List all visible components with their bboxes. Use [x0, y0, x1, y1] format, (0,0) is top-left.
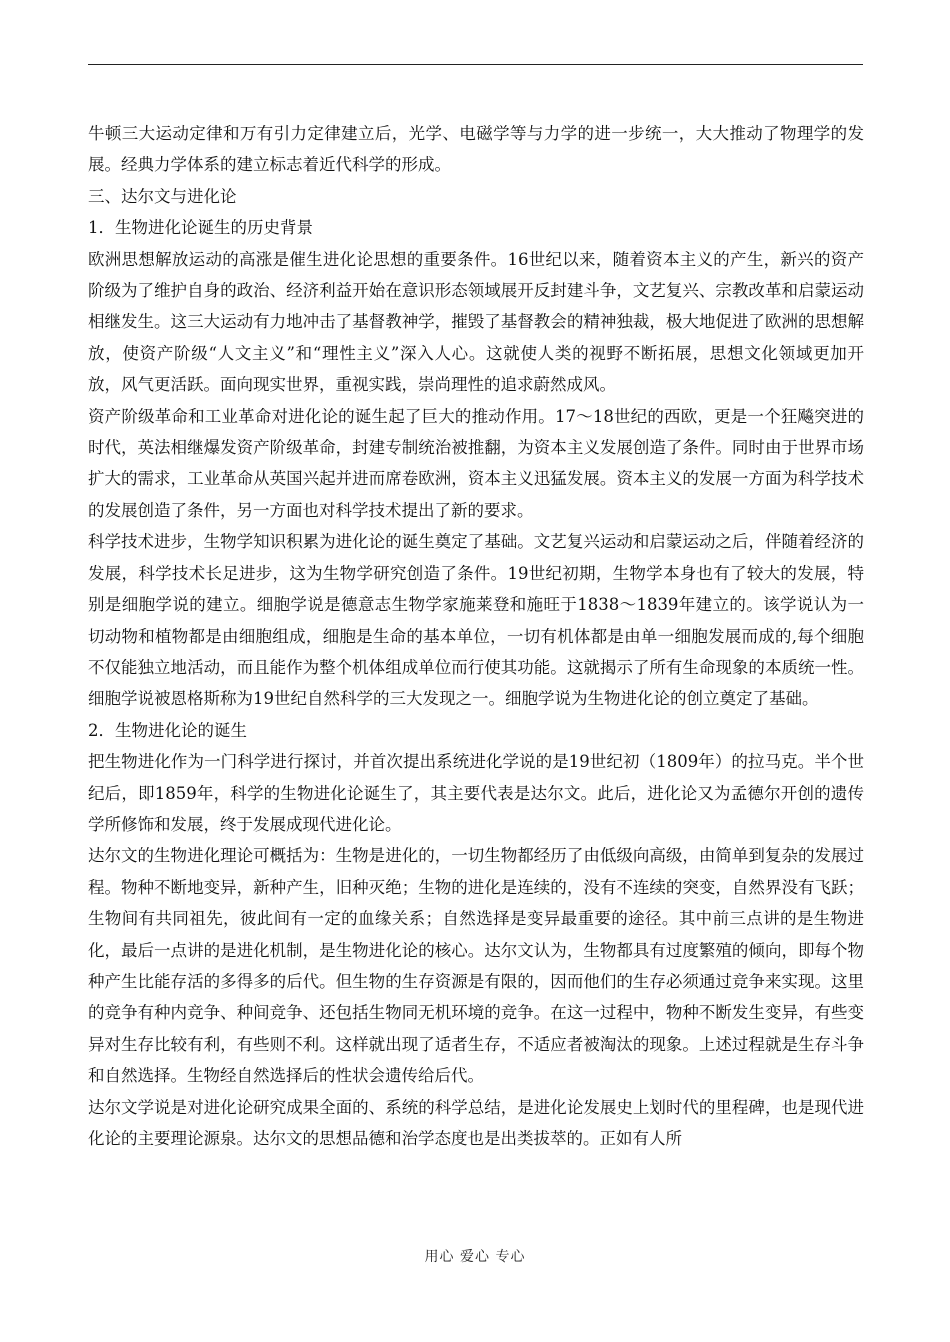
paragraph-lamarck: 把生物进化作为一门科学进行探讨，并首次提出系统进化学说的是19世纪初（1809年）的拉马克。半个世纪后，即1859年，科学的生物进化论诞生了，其主要代表是达尔文。此后，进化论又为孟德尔开创的遗传学所修饰和发展，终于发展成现代进化论。: [88, 752, 864, 834]
paragraph-science-progress: 科学技术进步，生物学知识积累为进化论的诞生奠定了基础。文艺复兴运动和启蒙运动之后，伴随着经济的发展，科学技术长足进步，这为生物学研究创造了条件。19世纪初期，生物学本身也有了较大的发展，特别是细胞学说的建立。细胞学说是德意志生物学家施莱登和施旺于1838～1839年建立的。该学说认为一切动物和植物都是由细胞组成，细胞是生命的基本单位，一切有机体都是由单一细胞发展而成的,每个细胞不仅能独立地活动，而且能作为整个机体组成单位而行使其功能。这就揭示了所有生命现象的本质统一性。细胞学说被恩格斯称为19世纪自然科学的三大发现之一。细胞学说为生物进化论的创立奠定了基础。: [88, 532, 864, 709]
page-footer: 用心 爱心 专心: [424, 1249, 526, 1265]
paragraph-thought-liberation: 欧洲思想解放运动的高涨是催生进化论思想的重要条件。16世纪以来，随着资本主义的产生，新兴的资产阶级为了维护自身的政治、经济利益开始在意识形态领域展开反封建斗争，文艺复兴、宗教改革和启蒙运动相继发生。这三大运动有力地冲击了基督教神学，摧毁了基督教会的精神独裁，极大地促进了欧洲的思想解放，使资产阶级“人文主义”和“理性主义”深入人心。这就使人类的视野不断拓展，思想文化领域更加开放，风气更活跃。面向现实世界，重视实践，崇尚理性的追求蔚然成风。: [88, 249, 864, 395]
subheading-birth-of-evolution: 2．生物进化论的诞生: [88, 720, 247, 740]
subheading-historical-background: 1．生物进化论诞生的历史背景: [88, 218, 313, 238]
paragraph-revolutions: 资产阶级革命和工业革命对进化论的诞生起了巨大的推动作用。17～18世纪的西欧，更是一个狂飚突进的时代，英法相继爆发资产阶级革命，封建专制统治被推翻，为资本主义发展创造了条件。同时由于世界市场扩大的需求，工业革命从英国兴起并进而席卷欧洲，资本主义迅猛发展。资本主义的发展一方面为科学技术的发展创造了条件，另一方面也对科学技术提出了新的要求。: [88, 406, 864, 520]
paragraph-darwin-significance: 达尔文学说是对进化论研究成果全面的、系统的科学总结，是进化论发展史上划时代的里程碑，也是现代进化论的主要理论源泉。达尔文的思想品德和治学态度也是出类拔萃的。正如有人所: [88, 1097, 864, 1148]
paragraph-darwin-theory: 达尔文的生物进化理论可概括为：生物是进化的，一切生物都经历了由低级向高级，由简单到复杂的发展过程。物种不断地变异，新种产生，旧种灭绝；生物的进化是连续的，没有不连续的突变，自然界没有飞跃；生物间有共同祖先，彼此间有一定的血缘关系；自然选择是变异最重要的途径。其中前三点讲的是生物进化，最后一点讲的是进化机制，是生物进化论的核心。达尔文认为，生物都具有过度繁殖的倾向，即每个物种产生比能存活的多得多的后代。但生物的生存资源是有限的，因而他们的生存必须通过竞争来实现。这里的竞争有种内竞争、种间竞争、还包括生物同无机环境的竞争。在这一过程中，物种不断发生变异，有些变异对生存比较有利，有些则不利。这样就出现了适者生存，不适应者被淘汰的现象。上述过程就是生存斗争和自然选择。生物经自然选择后的性状会遗传给后代。: [88, 846, 864, 1086]
header-rule: [88, 64, 863, 65]
paragraph-newton-conclusion: 牛顿三大运动定律和万有引力定律建立后，光学、电磁学等与力学的进一步统一，大大推动了物理学的发展。经典力学体系的建立标志着近代科学的形成。: [88, 124, 864, 175]
section-heading-darwin: 三、达尔文与进化论: [88, 186, 237, 206]
document-body: [88, 118, 864, 1154]
